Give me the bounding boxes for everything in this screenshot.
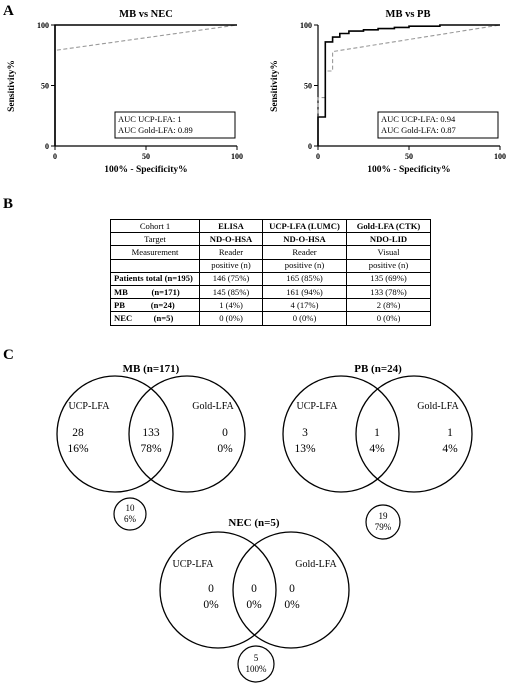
table-row [111,246,431,259]
y-axis-label: Sensitivity% [7,60,17,112]
y-tick-label: 50 [41,81,49,91]
venn-left-label: UCP-LFA [68,401,110,412]
venn-right-percent: 0% [217,443,233,455]
table-cell: 145 (85%) [200,285,263,298]
x-tick-label: 100 [494,152,506,161]
table-cell: positive (n) [347,259,431,272]
table-row [111,312,431,325]
table-cell: Reader [200,246,263,259]
table-row [111,259,431,272]
venn-nec [160,517,349,682]
panel-label-c: C [3,347,14,363]
legend-entry: AUC Gold-LFA: 0.89 [118,125,193,135]
venn-title: NEC (n=5) [228,517,280,529]
table-cell: 0 (0%) [200,312,263,325]
table-cell: 0 (0%) [263,312,347,325]
venn-both-percent: 4% [369,443,385,455]
venn-left-percent: 16% [67,443,89,455]
x-tick-label: 100 [231,152,243,161]
table-cell: 161 (94%) [263,285,347,298]
table-cell: Cohort 1 [111,220,200,233]
table-cell: PB (n=24) [111,299,200,312]
venn-right-label: Gold-LFA [295,559,337,570]
venn-right-count: 0 [289,583,295,595]
y-axis-label: Sensitivity% [270,60,280,112]
legend-entry: AUC UCP-LFA: 1 [118,114,182,124]
table-row [111,233,431,246]
table-cell: ND-O-HSA [263,233,347,246]
x-axis-label: 100% - Specificity% [104,165,188,175]
panel-label-b: B [3,196,14,212]
roc-chart-mb-vs-pb [270,9,506,175]
table-cell: 0 (0%) [347,312,431,325]
table-cell: MB (n=171) [111,285,200,298]
y-tick-label: 0 [308,142,312,151]
y-tick-label: 100 [37,21,49,30]
venn-both-count: 1 [374,427,380,439]
table-cell: positive (n) [200,259,263,272]
venn-right-count: 0 [222,427,228,439]
venn-right-label: Gold-LFA [192,401,234,412]
venn-right-percent: 0% [284,599,300,611]
chart-title: MB vs NEC [119,9,173,20]
venn-left-percent: 0% [203,599,219,611]
venn-left-label: UCP-LFA [296,401,338,412]
venn-title: MB (n=171) [122,363,180,375]
venn-both-count: 0 [251,583,257,595]
venn-circle-ucp-lfa [283,376,399,492]
table-cell: Measurement [111,246,200,259]
table-cell: Reader [263,246,347,259]
venn-left-label: UCP-LFA [172,559,214,570]
venn-both-percent: 0% [246,599,262,611]
table-cell: UCP-LFA (LUMC) [263,220,347,233]
venn-neither-percent: 100% [245,664,267,674]
panel-label-a: A [3,3,14,19]
table-cell: 146 (75%) [200,272,263,285]
venn-right-percent: 4% [442,443,458,455]
table-row [111,272,431,285]
venn-left-count: 28 [72,427,84,439]
y-tick-label: 100 [300,21,312,30]
table-cell: 165 (85%) [263,272,347,285]
x-tick-label: 0 [316,152,320,161]
venn-right-label: Gold-LFA [417,401,459,412]
table-cell: 1 (4%) [200,299,263,312]
x-tick-label: 50 [405,152,413,161]
venn-neither-percent: 6% [124,514,136,524]
legend-entry: AUC Gold-LFA: 0.87 [381,125,456,135]
x-tick-label: 50 [142,152,150,161]
table-row [111,285,431,298]
table-cell: 4 (17%) [263,299,347,312]
table-cell: Gold-LFA (CTK) [347,220,431,233]
table-cell: ELISA [200,220,263,233]
table-row [111,299,431,312]
venn-neither-percent: 79% [374,522,392,532]
table-cell: Visual [347,246,431,259]
chart-title: MB vs PB [385,9,431,20]
venn-right-count: 1 [447,427,453,439]
table-cell: positive (n) [263,259,347,272]
cohort-table [110,219,431,326]
venn-circle-ucp-lfa [160,532,276,648]
y-tick-label: 50 [304,81,312,91]
venn-both-count: 133 [142,427,160,439]
x-tick-label: 0 [53,152,57,161]
venn-both-percent: 78% [140,443,162,455]
venn-neither-count: 5 [253,653,259,663]
table-cell: Patients total (n=195) [111,272,200,285]
venn-left-percent: 13% [294,443,316,455]
table-cell: 133 (78%) [347,285,431,298]
roc-chart-mb-vs-nec [7,9,243,175]
x-axis-label: 100% - Specificity% [367,165,451,175]
table-cell: NDO-LID [347,233,431,246]
table-cell: Target [111,233,200,246]
venn-mb [57,363,245,530]
table-cell [111,259,200,272]
table-row [111,220,431,233]
table-cell: 2 (8%) [347,299,431,312]
venn-title: PB (n=24) [354,363,402,375]
y-tick-label: 0 [45,142,49,151]
table-cell: 135 (69%) [347,272,431,285]
venn-pb [283,363,472,539]
venn-neither-count: 10 [125,503,135,513]
venn-neither-count: 19 [378,511,388,521]
venn-left-count: 0 [208,583,214,595]
table-cell: NEC (n=5) [111,312,200,325]
legend-entry: AUC UCP-LFA: 0.94 [381,114,456,124]
table-cell: ND-O-HSA [200,233,263,246]
venn-left-count: 3 [302,427,308,439]
